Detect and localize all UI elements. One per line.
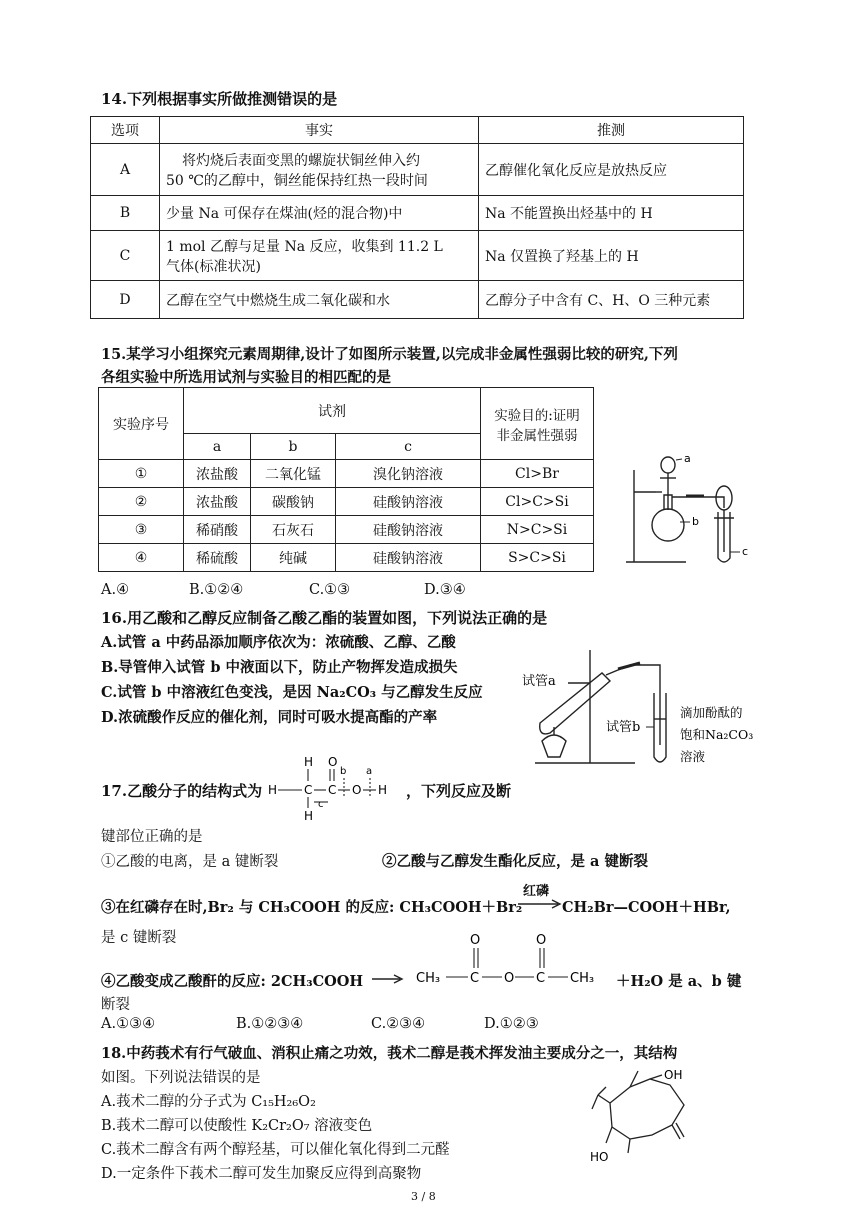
q17-option-c: C.②③④: [371, 1016, 426, 1032]
q17-anh-c2: C: [536, 971, 546, 986]
q15-row2-a: 浓盐酸: [184, 488, 251, 516]
q17-anh-o-bridge: O: [504, 971, 515, 986]
q15-row1-c: 溴化钠溶液: [336, 460, 481, 488]
q17-struct-h-bottom: H: [304, 809, 314, 823]
q15-header-goal: [481, 388, 594, 460]
q15-row1-goal: Cl>Br: [481, 460, 594, 488]
q15-apparatus-figure: [626, 440, 766, 575]
q17-anh-ch3-right: CH₃: [570, 971, 595, 986]
q17-struct-label-c: c: [318, 799, 324, 810]
q16-apparatus-figure: [520, 645, 770, 770]
q16-fig-note1: 滴加酚酞的: [680, 705, 743, 720]
q15-sub-c: c: [336, 434, 481, 460]
q16-option-a: A.试管 a 中药品添加顺序依次为：浓硫酸、乙醇、乙酸: [101, 634, 456, 651]
q14-header-guess: 推测: [479, 117, 744, 144]
q18-label-oh: OH: [664, 1068, 683, 1082]
q14-row-c-opt: C: [91, 231, 160, 281]
q15-fig-label-a: a: [684, 452, 691, 465]
q16-fig-note3: 溶液: [680, 749, 706, 764]
q18-option-c: C.莪术二醇含有两个醇羟基，可以催化氧化得到二元醛: [101, 1142, 450, 1158]
page-number: 3 / 8: [411, 1190, 436, 1203]
q17-anh-ch3-left: CH₃: [416, 971, 441, 986]
q17-anh-o-top2: O: [536, 933, 547, 948]
q17-statement-4b: ＋H₂O 是 a、b 键: [616, 973, 742, 990]
q14-header-option: 选项: [91, 117, 160, 144]
q14-row-c-guess: Na 仅置换了羟基上的 H: [479, 231, 744, 281]
q14-row-b-opt: B: [91, 196, 160, 231]
q14-row-d-guess: 乙醇分子中含有 C、H、O 三种元素: [479, 281, 744, 319]
q17-struct-o-top: O: [328, 755, 338, 769]
q17-statement-2: ②乙酸与乙醇发生酯化反应，是 a 键断裂: [382, 853, 648, 870]
q16-fig-tube-b: 试管b: [606, 720, 641, 735]
q15-row4-a: 稀硫酸: [184, 544, 251, 572]
q15-row3-goal: N>C>Si: [481, 516, 594, 544]
q14-row-c-fact-line2: 气体(标准状况): [166, 258, 261, 275]
q15-row4-b: 纯碱: [251, 544, 336, 572]
q17-struct-h-right: H: [378, 783, 388, 797]
q18-title-line2: 如图。下列说法错误的是: [101, 1070, 261, 1086]
q17-statement-4c: 断裂: [101, 997, 130, 1013]
q15-fig-label-c: c: [742, 545, 749, 558]
q18-title-line1: 18.中药莪术有行气破血、消积止痛之功效，莪术二醇是莪术挥发油主要成分之一，其结构: [101, 1045, 678, 1062]
q14-row-d-opt: D: [91, 281, 160, 319]
q15-option-d: D.③④: [424, 582, 466, 598]
q15-title-line1: 15.某学习小组探究元素周期律,设计了如图所示装置,以完成非金属性强弱比较的研究,下列: [101, 346, 678, 363]
q14-row-c-fact-line1: 1 mol 乙醇与足量 Na 反应，收集到 11.2 L: [166, 238, 443, 255]
q16-option-b: B.导管伸入试管 b 中液面以下，防止产物挥发造成损失: [101, 659, 458, 676]
q14-title: 14.下列根据事实所做推测错误的是: [101, 90, 338, 108]
q17-title-post: ，下列反应及断: [406, 782, 512, 800]
q15-option-c: C.①③: [309, 582, 351, 598]
q14-row-a-guess: 乙醇催化氧化反应是放热反应: [479, 144, 744, 196]
q14-row-b-fact: 少量 Na 可保存在煤油(烃的混合物)中: [160, 196, 479, 231]
q17-struct-o-right: O: [352, 783, 362, 797]
q14-header-fact: 事实: [160, 117, 479, 144]
q18-option-d: D.一定条件下莪术二醇可发生加聚反应得到高聚物: [101, 1166, 422, 1182]
q15-sub-a: a: [184, 434, 251, 460]
q14-row-a-fact-line1: 将灼烧后表面变黑的螺旋状铜丝伸入约: [182, 152, 420, 169]
q18-label-ho: HO: [590, 1150, 609, 1164]
q15-header-reagent: 试剂: [184, 388, 481, 434]
q17-anh-c1: C: [470, 971, 480, 986]
q17-reaction-arrow-4: [372, 973, 406, 985]
q16-option-c: C.试管 b 中溶液红色变浅，是因 Na₂CO₃ 与乙醇发生反应: [101, 684, 483, 701]
q15-title-line2: 各组实验中所选用试剂与实验目的相匹配的是: [101, 369, 391, 386]
q17-statement-3-condition: 红磷: [523, 884, 550, 899]
q17-acetic-anhydride-structure: [414, 930, 614, 990]
q15-header-goal-line1: 实验目的:证明: [494, 407, 580, 424]
q17-statement-3b: CH₂Br—COOH＋HBr,: [562, 899, 731, 916]
q14-row-a-opt: A: [91, 144, 160, 196]
q15-row3-c: 硅酸钠溶液: [336, 516, 481, 544]
q14-row-b-guess: Na 不能置换出烃基中的 H: [479, 196, 744, 231]
q15-header-no: 实验序号: [99, 388, 184, 460]
q17-option-a: A.①③④: [101, 1016, 156, 1032]
q15-row3-b: 石灰石: [251, 516, 336, 544]
q14-row-d-fact: 乙醇在空气中燃烧生成二氧化碳和水: [160, 281, 479, 319]
q15-row2-c: 硅酸钠溶液: [336, 488, 481, 516]
q14-row-a-fact-line2: 50 ℃的乙醇中，铜丝能保持红热一段时间: [166, 172, 428, 189]
q17-struct-h-left: H: [268, 783, 278, 797]
q15-option-b: B.①②④: [189, 582, 244, 598]
q17-title-pre: 17.乙酸分子的结构式为: [101, 782, 263, 800]
q17-statement-3a: ③在红磷存在时,Br₂ 与 CH₃COOH 的反应: CH₃COOH＋Br₂: [101, 899, 523, 916]
q15-row4-c: 硅酸钠溶液: [336, 544, 481, 572]
q17-statement-3c: 是 c 键断裂: [101, 930, 177, 946]
q15-row1-b: 二氧化锰: [251, 460, 336, 488]
q15-sub-b: b: [251, 434, 336, 460]
q14-row-c-fact: [160, 231, 479, 281]
q15-option-a: A.④: [101, 582, 130, 598]
q17-reaction-arrow-3: [518, 898, 562, 910]
q15-row2-b: 碳酸钠: [251, 488, 336, 516]
q14-row-a-fact: [160, 144, 479, 196]
q17-struct-h-top: H: [304, 755, 314, 769]
q17-option-b: B.①②③④: [236, 1016, 304, 1032]
q15-row3-a: 稀硝酸: [184, 516, 251, 544]
q17-option-d: D.①②③: [484, 1016, 539, 1032]
q17-acetic-acid-structure: [266, 752, 406, 824]
q18-option-a: A.莪术二醇的分子式为 C₁₅H₂₆O₂: [101, 1094, 316, 1110]
q18-option-b: B.莪术二醇可以使酸性 K₂Cr₂O₇ 溶液变色: [101, 1118, 373, 1134]
q15-header-goal-line2: 非金属性强弱: [496, 427, 578, 444]
q16-title: 16.用乙酸和乙醇反应制备乙酸乙酯的装置如图，下列说法正确的是: [101, 609, 548, 627]
q15-row2-no: ②: [99, 488, 184, 516]
q17-struct-label-b: b: [340, 766, 347, 777]
q15-row3-no: ③: [99, 516, 184, 544]
q15-row4-goal: S>C>Si: [481, 544, 594, 572]
q16-fig-note2: 饱和Na₂CO₃: [680, 727, 754, 742]
q17-title-line2: 键部位正确的是: [101, 829, 203, 845]
q15-row4-no: ④: [99, 544, 184, 572]
q15-row2-goal: Cl>C>Si: [481, 488, 594, 516]
q17-struct-c2: C: [328, 783, 337, 797]
q14-table: [90, 116, 744, 319]
q18-curcumenol-structure: [580, 1065, 710, 1165]
q15-row1-a: 浓盐酸: [184, 460, 251, 488]
q16-fig-tube-a: 试管a: [522, 674, 556, 689]
q15-row1-no: ①: [99, 460, 184, 488]
q17-struct-c1: C: [304, 783, 313, 797]
q15-fig-label-b: b: [692, 515, 699, 528]
q17-statement-4a: ④乙酸变成乙酸酐的反应: 2CH₃COOH: [101, 973, 364, 990]
q15-table: [98, 387, 594, 572]
q16-option-d: D.浓硫酸作反应的催化剂，同时可吸水提高酯的产率: [101, 709, 438, 726]
q17-anh-o-top1: O: [470, 933, 481, 948]
q17-struct-label-a: a: [366, 766, 373, 777]
q17-statement-1: ①乙酸的电离，是 a 键断裂: [101, 854, 279, 870]
